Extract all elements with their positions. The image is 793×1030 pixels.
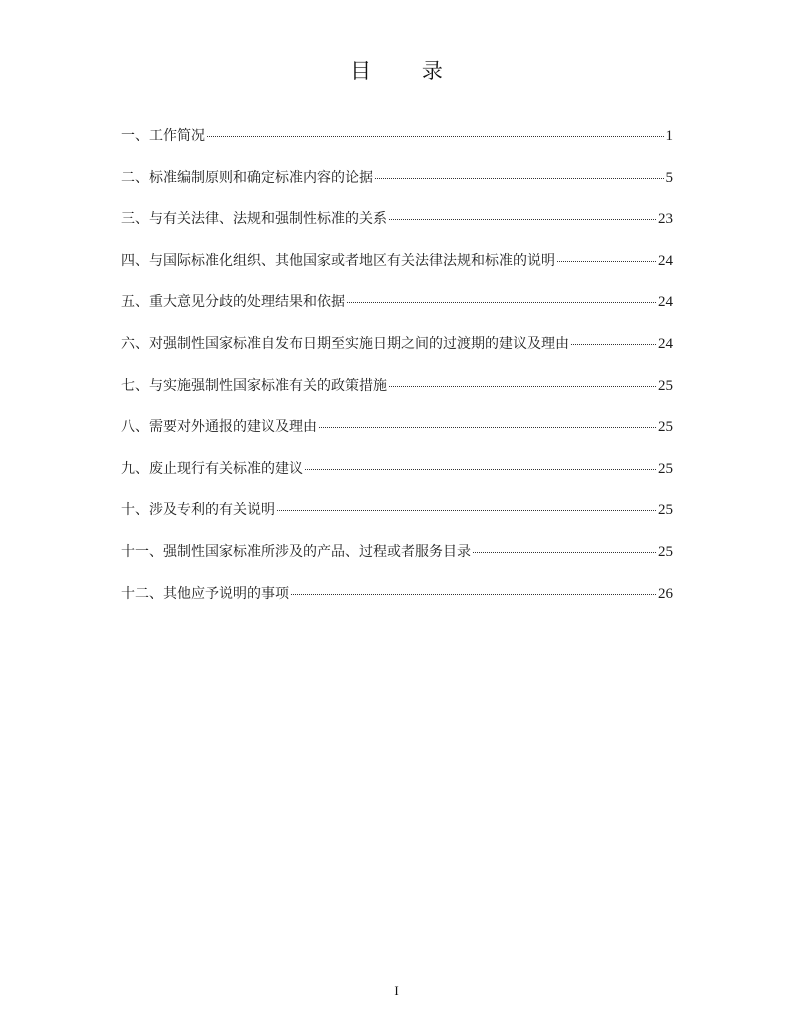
toc-entry-label: 四、与国际标准化组织、其他国家或者地区有关法律法规和标准的说明	[121, 252, 555, 269]
toc-entry-page: 25	[658, 543, 673, 560]
toc-entry[interactable]	[121, 455, 673, 497]
toc-entry-label: 二、标准编制原则和确定标准内容的论据	[121, 169, 373, 186]
toc-entry-label: 八、需要对外通报的建议及理由	[121, 419, 317, 436]
toc-entry-label: 七、与实施强制性国家标准有关的政策措施	[121, 377, 387, 394]
toc-entry-page: 5	[665, 169, 673, 186]
toc-dot-leader	[389, 219, 656, 220]
toc-entry-page: 24	[658, 294, 673, 311]
toc-entry-label: 十一、强制性国家标准所涉及的产品、过程或者服务目录	[121, 543, 471, 560]
toc-entry-label: 三、与有关法律、法规和强制性标准的关系	[121, 211, 387, 228]
toc-entry[interactable]	[121, 122, 673, 164]
table-of-contents	[121, 122, 673, 621]
toc-entry-page: 25	[658, 419, 673, 436]
toc-dot-leader	[207, 136, 664, 137]
toc-entry[interactable]	[121, 330, 673, 372]
page-title: 目 录	[350, 59, 465, 83]
toc-entry[interactable]	[121, 205, 673, 247]
toc-entry[interactable]	[121, 413, 673, 455]
toc-entry-page: 25	[658, 377, 673, 394]
toc-entry-page: 24	[658, 335, 673, 352]
toc-entry[interactable]	[121, 164, 673, 206]
page-number: I	[394, 983, 399, 998]
toc-entry[interactable]	[121, 372, 673, 414]
toc-dot-leader	[347, 302, 656, 303]
toc-entry-label: 一、工作简况	[121, 128, 205, 144]
toc-entry-label: 十、涉及专利的有关说明	[121, 502, 275, 519]
toc-entry[interactable]	[121, 288, 673, 330]
toc-dot-leader	[375, 178, 664, 179]
toc-entry-label: 十二、其他应予说明的事项	[121, 585, 289, 602]
toc-dot-leader	[319, 427, 656, 428]
toc-entry-page: 26	[658, 585, 673, 602]
toc-dot-leader	[277, 510, 656, 511]
toc-entry-label: 六、对强制性国家标准自发布日期至实施日期之间的过渡期的建议及理由	[121, 335, 569, 352]
toc-entry-page: 23	[658, 211, 673, 228]
toc-entry[interactable]	[121, 580, 673, 622]
toc-dot-leader	[305, 469, 656, 470]
toc-entry[interactable]	[121, 247, 673, 289]
toc-dot-leader	[473, 552, 656, 553]
toc-entry[interactable]	[121, 538, 673, 580]
toc-entry-page: 25	[658, 502, 673, 519]
toc-entry-page: 24	[658, 252, 673, 269]
toc-entry[interactable]	[121, 496, 673, 538]
toc-dot-leader	[557, 261, 656, 262]
toc-entry-page: 1	[665, 128, 673, 144]
toc-dot-leader	[571, 344, 656, 345]
toc-dot-leader	[389, 386, 656, 387]
toc-entry-label: 五、重大意见分歧的处理结果和依据	[121, 294, 345, 311]
toc-entry-label: 九、废止现行有关标准的建议	[121, 460, 303, 477]
toc-dot-leader	[291, 594, 656, 595]
toc-entry-page: 25	[658, 460, 673, 477]
